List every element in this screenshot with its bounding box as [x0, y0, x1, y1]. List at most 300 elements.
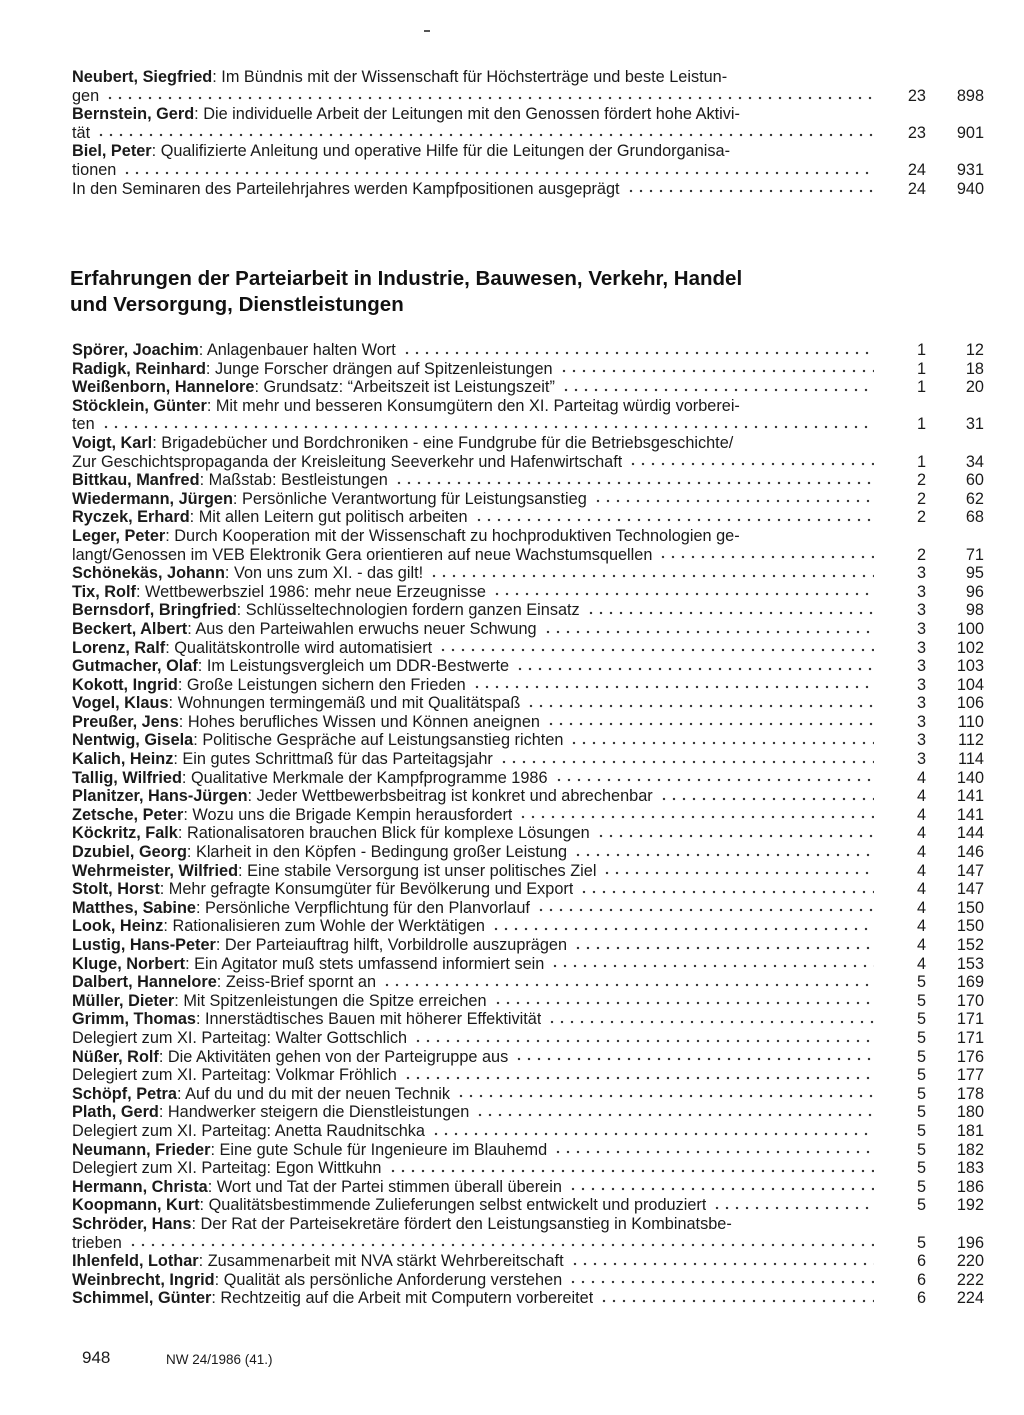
toc-entry-line: Wiedermann, Jürgen: Persönliche Verantwortung für Leistungsanstieg 2 62 [72, 489, 984, 508]
entry-page: 62 [965, 489, 984, 508]
entry-author: Lorenz, Ralf [72, 638, 166, 657]
entry-title: Persönliche Verantwortung für Leistungsanstieg [241, 489, 587, 508]
toc-entry-line: Weinbrecht, Ingrid: Qualität als persönliche Anforderung verstehen 6 222 [72, 1270, 984, 1289]
entry-title: trieben [72, 1233, 122, 1252]
entry-title: Durch Kooperation mit der Wissenschaft zu hochproduktiven Technologien ge- [174, 526, 740, 545]
entry-title: Ein gutes Schrittmaß für das Parteitagsjahr [182, 750, 493, 769]
entry-issue: 4 [916, 787, 926, 806]
scan-mark [424, 30, 430, 32]
toc-entry [72, 787, 984, 806]
toc-entry-line: Müller, Dieter: Mit Spitzenleistungen die Spitze erreichen 5 170 [72, 991, 984, 1010]
entry-title: Wohnungen termingemäß und mit Qualitätspaß [177, 694, 521, 713]
entry-title: Große Leistungen sichern den Frieden [186, 675, 466, 694]
toc-entry [72, 1178, 984, 1197]
toc-entry-line: Bernstein, Gerd: Die individuelle Arbeit der Leitungen mit den Genossen fördert hohe Aktivi- [72, 105, 740, 124]
entry-page: 178 [956, 1084, 984, 1103]
entry-title: Eine stabile Versorgung ist unser politisches Ziel [247, 861, 597, 880]
entry-title: Rechtzeitig auf die Arbeit mit Computern vorbereitet [220, 1289, 594, 1308]
entry-page: 183 [956, 1159, 984, 1178]
entry-author: Nüßer, Rolf [72, 1047, 159, 1066]
entry-title: Maßstab: Bestleistungen [208, 471, 388, 490]
dot-leader [712, 1206, 874, 1210]
entry-issue: 24 [907, 179, 926, 198]
entry-title: Der Parteiauftrag hilft, Vorbildrolle auszuprägen [224, 936, 568, 954]
entry-page: 147 [956, 861, 984, 880]
entry-author: Spörer, Joachim [72, 341, 199, 359]
entry-issue: 1 [916, 378, 926, 397]
dot-leader [492, 592, 874, 596]
dot-leader [553, 1150, 874, 1154]
dot-leader [431, 1132, 874, 1136]
toc-entry [72, 917, 984, 936]
toc-entry-line: Stöcklein, Günter: Mit mehr und besseren Konsumgütern den XI. Parteitag würdig vorberei- [72, 396, 740, 415]
entry-title: Zusammenarbeit mit NVA stärkt Wehrbereitschaft [207, 1252, 564, 1271]
dot-leader [382, 983, 874, 987]
entry-title: Mit mehr und besseren Konsumgütern den XI. Parteitag würdig vorberei- [215, 396, 740, 415]
entry-author: Bernstein, Gerd [72, 105, 195, 124]
entry-title: Von uns zum XI. - das gilt! [233, 564, 424, 583]
entry-title: Politische Gespräche auf Leistungsanstieg richten [202, 731, 564, 750]
entry-issue: 5 [916, 1159, 926, 1178]
dot-leader [493, 1001, 875, 1005]
toc-entry-line: Lustig, Hans-Peter: Der Parteiauftrag hilft, Vorbildrolle auszuprägen 4 152 [72, 936, 984, 954]
toc-entry [72, 341, 984, 360]
entry-title: Jeder Wettbewerbsbeitrag ist konkret und abrechenbar [256, 787, 653, 806]
entry-page: 192 [956, 1196, 984, 1215]
entry-issue: 5 [916, 973, 926, 992]
toc-entry-line [72, 1159, 984, 1178]
toc-entry [72, 1159, 984, 1178]
toc-entry-line: Schimmel, Günter: Rechtzeitig auf die Arbeit mit Computern vorbereitet 6 224 [72, 1289, 984, 1308]
dot-leader [546, 722, 874, 726]
entry-page: 931 [956, 160, 984, 179]
dot-leader [526, 704, 874, 708]
toc-entry [72, 180, 984, 199]
entry-issue: 1 [916, 415, 926, 434]
toc-entry-line [72, 1029, 984, 1048]
entry-author: Plath, Gerd [72, 1103, 159, 1122]
entry-page: 222 [956, 1270, 984, 1289]
entry-issue: 4 [916, 898, 926, 917]
toc-entry [72, 471, 984, 490]
entry-author: Dzubiel, Georg [72, 843, 187, 862]
entry-title: Hohes berufliches Wissen und Können aneignen [187, 712, 540, 731]
entry-title: Schlüsseltechnologien fordern ganzen Einsatz [245, 601, 580, 620]
toc-entry [72, 806, 984, 825]
entry-issue: 3 [916, 712, 926, 731]
toc-entry-line [72, 1066, 984, 1085]
entry-issue: 5 [916, 1121, 926, 1140]
toc-entry-line: Wehrmeister, Wilfried: Eine stabile Versorgung ist unser politisches Ziel 4 147 [72, 861, 984, 880]
entry-title: Qualität als persönliche Anforderung verstehen [223, 1270, 563, 1289]
toc-entry [72, 657, 984, 676]
entry-author: Schröder, Hans [72, 1214, 192, 1233]
entry-issue: 3 [916, 750, 926, 769]
entry-title: Innerstädtisches Bauen mit höherer Effektivität [205, 1010, 542, 1029]
entry-page: 196 [956, 1233, 984, 1252]
entry-title: tät [72, 123, 91, 142]
dot-leader [659, 797, 874, 801]
toc-entry [72, 843, 984, 862]
entry-author: Schimmel, Günter [72, 1289, 212, 1308]
entry-title: Mehr gefragte Konsumgüter für Bevölkerung und Export [168, 880, 574, 899]
entry-title: Zeiss-Brief spornt an [225, 973, 377, 992]
entry-page: 940 [956, 179, 984, 198]
dot-leader [122, 171, 874, 175]
toc-entry [72, 620, 984, 639]
dot-leader [429, 574, 874, 578]
toc-entry-line [72, 1122, 984, 1141]
entry-issue: 2 [916, 471, 926, 490]
dot-leader [514, 1057, 874, 1061]
toc-entry [72, 694, 984, 713]
dot-leader [96, 133, 874, 137]
entry-issue: 4 [916, 805, 926, 824]
entry-title: Grundsatz: “Arbeitszeit ist Leistungszeit” [263, 378, 555, 397]
toc-entry [72, 1010, 984, 1029]
entry-page: 34 [965, 452, 984, 471]
dot-leader [388, 1169, 875, 1173]
entry-issue: 5 [916, 1028, 926, 1047]
entry-title: Eine gute Schule für Ingenieure im Blauhemd [219, 1140, 548, 1159]
toc-entry [72, 564, 984, 583]
dot-leader [599, 1299, 874, 1303]
entry-author: Kokott, Ingrid [72, 675, 178, 694]
toc-entry-line [72, 87, 984, 106]
dot-leader [586, 611, 874, 615]
toc-entry-line [72, 546, 984, 565]
source-reference: NW 24/1986 (41.) [166, 1352, 273, 1367]
entry-page: 104 [956, 675, 984, 694]
entry-issue: 4 [916, 843, 926, 862]
toc-entry [72, 527, 984, 564]
entry-page: 146 [956, 843, 984, 862]
entry-title: Der Rat der Parteisekretäre fördert den Leistungsanstieg in Kombinatsbe- [200, 1214, 732, 1233]
entry-page: 144 [956, 824, 984, 843]
entry-title: Brigadebücher und Bordchroniken - eine Fundgrube für die Betriebsgeschichte/ [161, 433, 734, 452]
dot-leader [491, 927, 874, 931]
entry-page: 220 [956, 1252, 984, 1271]
toc-entry-line: Plath, Gerd: Handwerker steigern die Dienstleistungen 5 180 [72, 1103, 984, 1122]
toc-entry [72, 378, 984, 397]
entry-title: Die Aktivitäten gehen von der Parteigruppe aus [167, 1047, 509, 1066]
toc-entry-line: Dalbert, Hannelore: Zeiss-Brief spornt an 5 169 [72, 973, 984, 992]
toc-entry [72, 1048, 984, 1067]
entry-page: 12 [965, 341, 984, 359]
entry-page: 141 [956, 787, 984, 806]
entry-author: Leger, Peter [72, 526, 166, 545]
entry-issue: 5 [916, 1047, 926, 1066]
entry-title: Handwerker steigern die Dienstleistungen [167, 1103, 470, 1122]
entry-page: 100 [956, 619, 984, 638]
entry-issue: 6 [916, 1252, 926, 1271]
entry-page: 153 [956, 954, 984, 973]
toc-entry [72, 583, 984, 602]
dot-leader [596, 834, 874, 838]
toc-entry [72, 1066, 984, 1085]
entry-page: 152 [956, 936, 984, 954]
entry-page: 177 [956, 1066, 984, 1085]
toc-entry [72, 105, 984, 142]
entry-issue: 4 [916, 936, 926, 954]
toc-entry [72, 360, 984, 379]
toc-entry-line: Ihlenfeld, Lothar: Zusammenarbeit mit NVA stärkt Wehrbereitschaft 6 220 [72, 1252, 984, 1271]
entry-title: Die individuelle Arbeit der Leitungen mit den Genossen fördert hohe Aktivi- [203, 105, 740, 124]
entry-author: Kluge, Norbert [72, 954, 186, 973]
toc-entry-line: Schöpf, Petra: Auf du und du mit der neuen Technik 5 178 [72, 1084, 984, 1103]
dot-leader [559, 369, 874, 373]
entry-page: 95 [965, 564, 984, 583]
dot-leader [105, 96, 874, 100]
toc-entry [72, 713, 984, 732]
toc-entry [72, 1029, 984, 1048]
toc-entry-line: Koopmann, Kurt: Qualitätsbestimmende Zulieferungen selbst entwickelt und produziert 5 192 [72, 1196, 984, 1215]
dot-leader [403, 1076, 874, 1080]
entry-title: Wort und Tat der Partei stimmen überall überein [216, 1177, 562, 1196]
toc-entry-line: Hermann, Christa: Wort und Tat der Partei stimmen überall überein 5 186 [72, 1177, 984, 1196]
dot-leader [402, 351, 874, 355]
entry-page: 140 [956, 768, 984, 787]
dot-leader [472, 685, 874, 689]
entry-issue: 5 [916, 1084, 926, 1103]
entry-issue: 4 [916, 768, 926, 787]
entry-page: 901 [956, 123, 984, 142]
entry-issue: 2 [916, 545, 926, 564]
section-heading [70, 266, 742, 318]
entry-issue: 5 [916, 1140, 926, 1159]
entry-issue: 6 [916, 1289, 926, 1308]
entry-title: gen [72, 86, 100, 105]
entry-title: Qualitative Merkmale der Kampfprogramme 1986 [190, 768, 548, 787]
entry-title: Zur Geschichtspropaganda der Kreisleitung Seeverkehr und Hafenwirtschaft [72, 452, 623, 471]
entry-page: 141 [956, 805, 984, 824]
entry-title: Delegiert zum XI. Parteitag: Walter Gottschlich [72, 1028, 408, 1047]
entry-issue: 23 [907, 86, 926, 105]
toc-entry-line: Matthes, Sabine: Persönliche Verpflichtung für den Planvorlauf 4 150 [72, 898, 984, 917]
entry-author: Beckert, Albert [72, 619, 188, 638]
entry-author: Köckritz, Falk [72, 824, 178, 843]
toc-entry [72, 434, 984, 471]
entry-title: Qualitätsbestimmende Zulieferungen selbst entwickelt und produziert [208, 1196, 707, 1215]
toc-entry [72, 1122, 984, 1141]
entry-title: Wozu uns die Brigade Kempin herausfordert [192, 805, 513, 824]
entry-page: 182 [956, 1140, 984, 1159]
toc-entry-line: Schönekäs, Johann: Von uns zum XI. - das gilt! 3 95 [72, 564, 984, 583]
toc-entry-line [72, 415, 984, 434]
entry-page: 71 [965, 545, 984, 564]
entry-author: Neubert, Siegfried [72, 68, 213, 86]
dot-leader [101, 425, 874, 429]
toc-entry-line: Bernsdorf, Bringfried: Schlüsseltechnologien fordern ganzen Einsatz 3 98 [72, 601, 984, 620]
entry-page: 31 [965, 415, 984, 434]
entry-page: 186 [956, 1177, 984, 1196]
entry-author: Tallig, Wilfried [72, 768, 182, 787]
entry-page: 114 [958, 750, 984, 769]
dot-leader [474, 518, 874, 522]
entry-author: Kalich, Heinz [72, 750, 174, 769]
dot-leader [573, 853, 874, 857]
toc-entry-line: Grimm, Thomas: Innerstädtisches Bauen mit höherer Effektivität 5 171 [72, 1010, 984, 1029]
entry-author: Hermann, Christa [72, 1177, 208, 1196]
toc-entry-line: Beckert, Albert: Aus den Parteiwahlen erwuchs neuer Schwung 3 100 [72, 619, 984, 638]
entry-issue: 2 [916, 489, 926, 508]
entry-author: Wehrmeister, Wilfried [72, 861, 239, 880]
toc-entry [72, 1141, 984, 1160]
entry-issue: 1 [916, 341, 926, 359]
entry-page: 96 [965, 582, 984, 601]
entry-title: Anlagenbauer halten Wort [206, 341, 396, 359]
entry-issue: 3 [916, 601, 926, 620]
entry-title: tionen [72, 160, 117, 179]
entry-title: langt/Genossen im VEB Elektronik Gera orientieren auf neue Wachstumsquellen [72, 545, 653, 564]
entry-page: 176 [956, 1047, 984, 1066]
entry-title: Wettbewerbsziel 1986: mehr neue Erzeugnisse [145, 582, 486, 601]
entry-issue: 1 [916, 359, 926, 378]
entry-author: Radigk, Reinhard [72, 359, 206, 378]
entry-title: Aus den Parteiwahlen erwuchs neuer Schwung [195, 619, 537, 638]
entry-author: Biel, Peter [72, 142, 152, 161]
entry-issue: 5 [916, 1177, 926, 1196]
entry-title: Rationalisieren zum Wohle der Werktätigen [172, 917, 485, 936]
entry-page: 110 [958, 712, 984, 731]
entry-issue: 5 [916, 1103, 926, 1122]
entry-issue: 5 [916, 991, 926, 1010]
toc-entry [72, 936, 984, 955]
entry-issue: 4 [916, 954, 926, 973]
entry-issue: 1 [916, 452, 926, 471]
toc-entry [72, 397, 984, 434]
entry-issue: 3 [916, 582, 926, 601]
entry-title: Mit allen Leitern gut politisch arbeiten [198, 508, 468, 527]
entry-title: Delegiert zum XI. Parteitag: Volkmar Fröhlich [72, 1066, 397, 1085]
toc-entry-line: Biel, Peter: Qualifizierte Anleitung und operative Hilfe für die Leitungen der Grundorganisa- [72, 142, 730, 161]
entry-issue: 3 [916, 731, 926, 750]
entry-issue: 5 [916, 1066, 926, 1085]
toc-entry-line: Stolt, Horst: Mehr gefragte Konsumgüter für Bevölkerung und Export 4 147 [72, 880, 984, 899]
dot-leader [570, 1262, 874, 1266]
entry-page: 112 [958, 731, 984, 750]
toc-entry [72, 1252, 984, 1271]
entry-author: Schöpf, Petra [72, 1084, 177, 1103]
toc-entry [72, 824, 984, 843]
toc-entry-line: Vogel, Klaus: Wohnungen termingemäß und mit Qualitätspaß 3 106 [72, 694, 984, 713]
entry-issue: 3 [916, 675, 926, 694]
toc-entry [72, 973, 984, 992]
entry-page: 18 [965, 359, 984, 378]
toc-entry [72, 769, 984, 788]
entry-title: Rationalisatoren brauchen Blick für komplexe Lösungen [186, 824, 590, 843]
toc-entry [72, 1215, 984, 1252]
entry-issue: 3 [916, 638, 926, 657]
entry-author: Müller, Dieter [72, 991, 175, 1010]
toc-entry-line: Ryczek, Erhard: Mit allen Leitern gut politisch arbeiten 2 68 [72, 508, 984, 527]
entry-issue: 3 [916, 564, 926, 583]
entry-issue: 3 [916, 657, 926, 676]
toc-entry-line [72, 180, 984, 199]
toc-entry [72, 639, 984, 658]
toc-entry-line: Planitzer, Hans-Jürgen: Jeder Wettbewerbsbeitrag ist konkret und abrechenbar 4 141 [72, 787, 984, 806]
toc-entry [72, 1103, 984, 1122]
toc-entry-line [72, 161, 984, 180]
entry-page: 98 [965, 601, 984, 620]
dot-leader [536, 908, 874, 912]
entry-page: 103 [956, 657, 984, 676]
toc-list-top [72, 68, 984, 198]
entry-issue: 4 [916, 824, 926, 843]
toc-entry-line: Lorenz, Ralf: Qualitätskontrolle wird automatisiert 3 102 [72, 638, 984, 657]
toc-entry-line: Look, Heinz: Rationalisieren zum Wohle der Werktätigen 4 150 [72, 917, 984, 936]
entry-page: 20 [965, 378, 984, 397]
entry-page: 180 [956, 1103, 984, 1122]
entry-page: 171 [956, 1010, 984, 1029]
entry-author: Stolt, Horst [72, 880, 160, 899]
toc-entry-line: Nüßer, Rolf: Die Aktivitäten gehen von der Parteigruppe aus 5 176 [72, 1047, 984, 1066]
entry-title: Qualitätskontrolle wird automatisiert [174, 638, 433, 657]
entry-author: Schönekäs, Johann [72, 564, 225, 583]
entry-author: Look, Heinz [72, 917, 164, 936]
toc-entry-line: Köckritz, Falk: Rationalisatoren brauchen Blick für komplexe Lösungen 4 144 [72, 824, 984, 843]
entry-author: Lustig, Hans-Peter [72, 936, 216, 954]
toc-entry-line: Kalich, Heinz: Ein gutes Schrittmaß für das Parteitagsjahr 3 114 [72, 750, 984, 769]
dot-leader [568, 1187, 874, 1191]
entry-page: 60 [965, 471, 984, 490]
entry-page: 147 [956, 880, 984, 899]
entry-author: Voigt, Karl [72, 433, 153, 452]
entry-author: Grimm, Thomas [72, 1010, 196, 1029]
entry-issue: 4 [916, 880, 926, 899]
entry-author: Gutmacher, Olaf [72, 657, 198, 676]
dot-leader [569, 741, 874, 745]
toc-entry [72, 731, 984, 750]
entry-issue: 4 [916, 917, 926, 936]
toc-entry [72, 142, 984, 179]
dot-leader [593, 499, 874, 503]
dot-leader [456, 1094, 874, 1098]
entry-title: In den Seminaren des Parteilehrjahres werden Kampfpositionen ausgeprägt [72, 179, 620, 198]
entry-issue: 2 [916, 508, 926, 527]
entry-title: Klarheit in den Köpfen - Bedingung großer Leistung [195, 843, 568, 862]
dot-leader [128, 1243, 874, 1247]
entry-author: Dalbert, Hannelore [72, 973, 217, 992]
entry-author: Ryczek, Erhard [72, 508, 190, 527]
entry-issue: 24 [907, 160, 926, 179]
entry-title: Auf du und du mit der neuen Technik [185, 1084, 451, 1103]
page-number: 948 [82, 1348, 111, 1367]
toc-entry [72, 1271, 984, 1290]
toc-entry-line: Dzubiel, Georg: Klarheit in den Köpfen - Bedingung großer Leistung 4 146 [72, 843, 984, 862]
entry-author: Weinbrecht, Ingrid [72, 1270, 215, 1289]
dot-leader [438, 648, 874, 652]
section-heading-line-1: Erfahrungen der Parteiarbeit in Industrie, Bauwesen, Verkehr, Handel [70, 267, 743, 290]
toc-entry [72, 955, 984, 974]
toc-entry-line: Neumann, Frieder: Eine gute Schule für Ingenieure im Blauhemd 5 182 [72, 1140, 984, 1159]
entry-page: 169 [956, 973, 984, 992]
entry-author: Vogel, Klaus [72, 694, 169, 713]
entry-title: Persönliche Verpflichtung für den Planvorlauf [205, 898, 530, 917]
entry-page: 171 [956, 1028, 984, 1047]
toc-entry [72, 1289, 984, 1308]
entry-title: Mit Spitzenleistungen die Spitze erreichen [183, 991, 487, 1010]
toc-entry [72, 862, 984, 881]
entry-author: Stöcklein, Günter [72, 396, 207, 415]
dot-leader [550, 964, 874, 968]
dot-leader [658, 555, 874, 559]
entry-author: Matthes, Sabine [72, 898, 196, 917]
dot-leader [515, 667, 874, 671]
entry-page: 898 [956, 86, 984, 105]
toc-entry-line: Bittkau, Manfred: Maßstab: Bestleistungen 2 60 [72, 471, 984, 490]
toc-entry-line: Nentwig, Gisela: Politische Gespräche auf Leistungsanstieg richten 3 112 [72, 731, 984, 750]
